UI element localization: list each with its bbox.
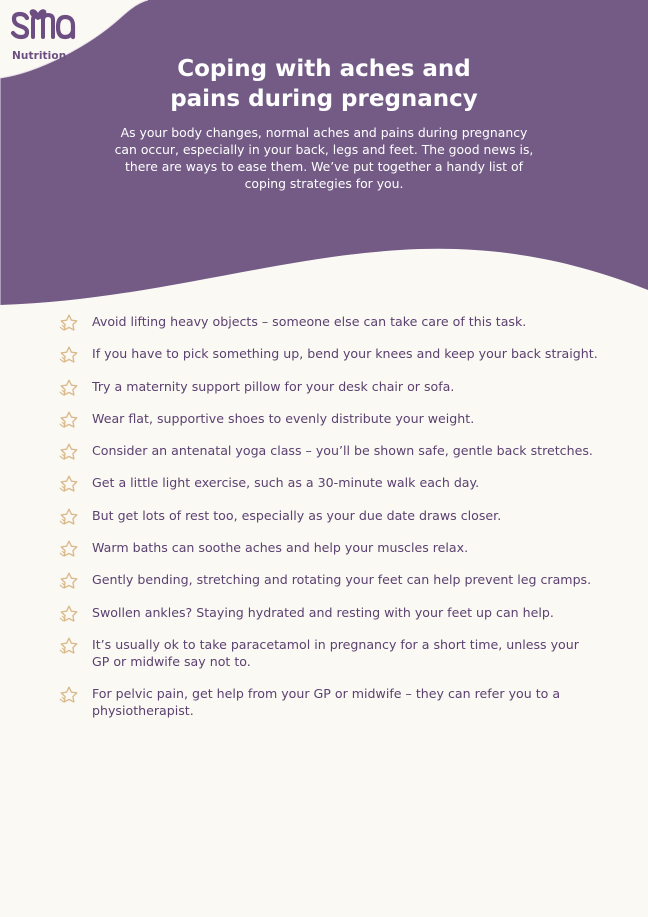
tip-text: Gently bending, stretching and rotating your feet can help prevent leg cramps. (92, 572, 592, 588)
tip-item (58, 378, 598, 395)
tip-item (58, 636, 598, 670)
tip-text: It’s usually ok to take paracetamol in pregnancy for a short time, unless your GP or midwife say not to. (92, 636, 579, 669)
coping-tips-list (58, 313, 598, 735)
title-line-1: Coping with aches and (177, 56, 471, 82)
star-outline-icon (58, 410, 80, 430)
star-outline-icon (58, 313, 80, 333)
star-outline-icon (58, 571, 80, 591)
tip-item (58, 474, 598, 491)
tip-text: Swollen ankles? Staying hydrated and resting with your feet up can help. (92, 604, 554, 620)
star-outline-icon (58, 604, 80, 624)
tip-item (58, 604, 598, 621)
star-outline-icon (58, 636, 80, 656)
star-outline-icon (58, 345, 80, 365)
star-outline-icon (58, 442, 80, 462)
tip-item (58, 571, 598, 588)
logo-text: Nutrition (12, 50, 67, 62)
tip-item (58, 539, 598, 556)
tip-text: If you have to pick something up, bend your knees and keep your back straight. (92, 346, 598, 362)
tip-text: Avoid lifting heavy objects – someone else can take care of this task. (92, 314, 527, 329)
tip-item (58, 685, 598, 719)
tip-item (58, 410, 598, 427)
title-line-2: pains during pregnancy (170, 86, 478, 112)
tip-text: Consider an antenatal yoga class – you’ll be shown safe, gentle back stretches. (92, 443, 593, 459)
tip-item (58, 442, 598, 459)
sma-logo-mark (9, 6, 77, 42)
tip-text: Try a maternity support pillow for your desk chair or sofa. (92, 378, 455, 394)
tip-text: But get lots of rest too, especially as your due date draws closer. (92, 507, 502, 523)
star-outline-icon (58, 539, 80, 559)
star-outline-icon (58, 507, 80, 527)
star-outline-icon (58, 378, 80, 398)
star-outline-icon (58, 685, 80, 705)
tip-text: Wear flat, supportive shoes to evenly distribute your weight. (92, 410, 475, 426)
page-title (0, 54, 648, 114)
star-outline-icon (58, 474, 80, 494)
tip-item (58, 345, 598, 362)
tip-item (58, 313, 598, 330)
tip-text: For pelvic pain, get help from your GP or midwife – they can refer you to a physiotherapist. (92, 686, 561, 719)
tip-text: Get a little light exercise, such as a 30-minute walk each day. (92, 475, 480, 491)
tip-text: Warm baths can soothe aches and help your muscles relax. (92, 540, 469, 556)
intro-paragraph: As your body changes, normal aches and pains during pregnancy can occur, especially in your back, legs and feet. The good news is, there are ways to ease them. We’ve put together a handy list of coping strategies for you. (114, 125, 534, 191)
tip-item (58, 507, 598, 524)
